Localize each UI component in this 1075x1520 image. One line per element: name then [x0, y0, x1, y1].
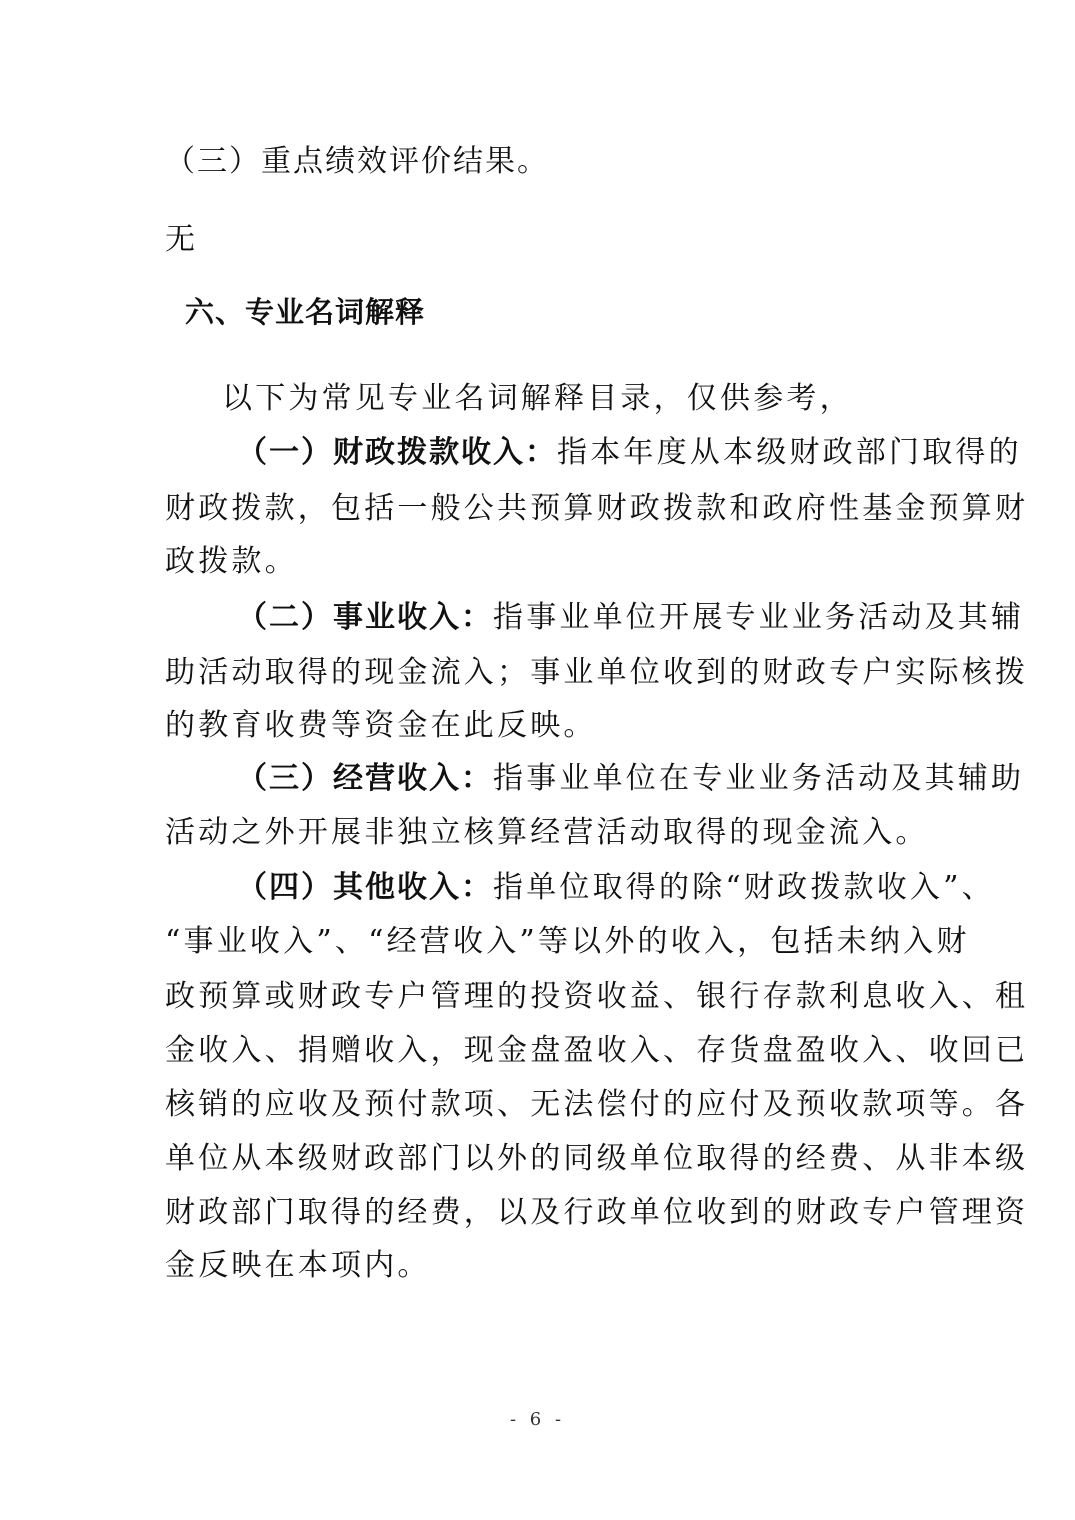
- item1-text-line3: 政拨款。: [165, 544, 298, 579]
- item2-text-line2: 助活动取得的现金流入；事业单位收到的财政专户实际核拨: [165, 655, 1029, 690]
- item2-first-line: [237, 598, 1025, 638]
- item2-text-line3: 的教育收费等资金在此反映。: [165, 708, 597, 743]
- item4-text-line5: 核销的应收及预付款项、无法偿付的应付及预收款项等。各: [165, 1087, 1029, 1122]
- item4-text-line1: 指单位取得的除“财政拨款收入”、: [493, 870, 995, 905]
- item4-text-line3: 政预算或财政专户管理的投资收益、银行存款利息收入、租: [165, 979, 1029, 1014]
- section-intro: 以下为常见专业名词解释目录，仅供参考，: [222, 381, 853, 416]
- item4-term: （四）其他收入：: [237, 870, 493, 905]
- item1-first-line: [237, 433, 1022, 473]
- item2-text-line1: 指事业单位开展专业业务活动及其辅: [493, 600, 1025, 635]
- item3-text-line1: 指事业单位在专业业务活动及其辅助: [493, 761, 1025, 796]
- item1-text-line1: 指本年度从本级财政部门取得的: [557, 435, 1022, 470]
- item1-text-line2: 财政拨款，包括一般公共预算财政拨款和政府性基金预算财: [165, 491, 1029, 526]
- item1-term: （一）财政拨款收入：: [237, 435, 557, 470]
- section-title: 六、专业名词解释: [185, 295, 426, 329]
- none-text: 无: [165, 222, 197, 257]
- item4-text-line8: 金反映在本项内。: [165, 1248, 431, 1283]
- item4-text-line2: “事业收入”、“经营收入”等以外的收入，包括未纳入财: [165, 924, 970, 959]
- item4-first-line: [237, 868, 995, 908]
- item3-term: （三）经营收入：: [237, 761, 493, 796]
- item2-term: （二）事业收入：: [237, 600, 493, 635]
- subheading-performance-results: （三）重点绩效评价结果。: [165, 144, 549, 179]
- item4-text-line6: 单位从本级财政部门以外的同级单位取得的经费、从非本级: [165, 1141, 1029, 1176]
- page-number: - 6 -: [509, 1409, 566, 1430]
- item3-text-line2: 活动之外开展非独立核算经营活动取得的现金流入。: [165, 815, 929, 850]
- item4-text-line7: 财政部门取得的经费，以及行政单位收到的财政专户管理资: [165, 1195, 1029, 1230]
- item3-first-line: [237, 759, 1025, 799]
- item4-text-line4: 金收入、捐赠收入，现金盘盈收入、存货盘盈收入、收回已: [165, 1033, 1029, 1068]
